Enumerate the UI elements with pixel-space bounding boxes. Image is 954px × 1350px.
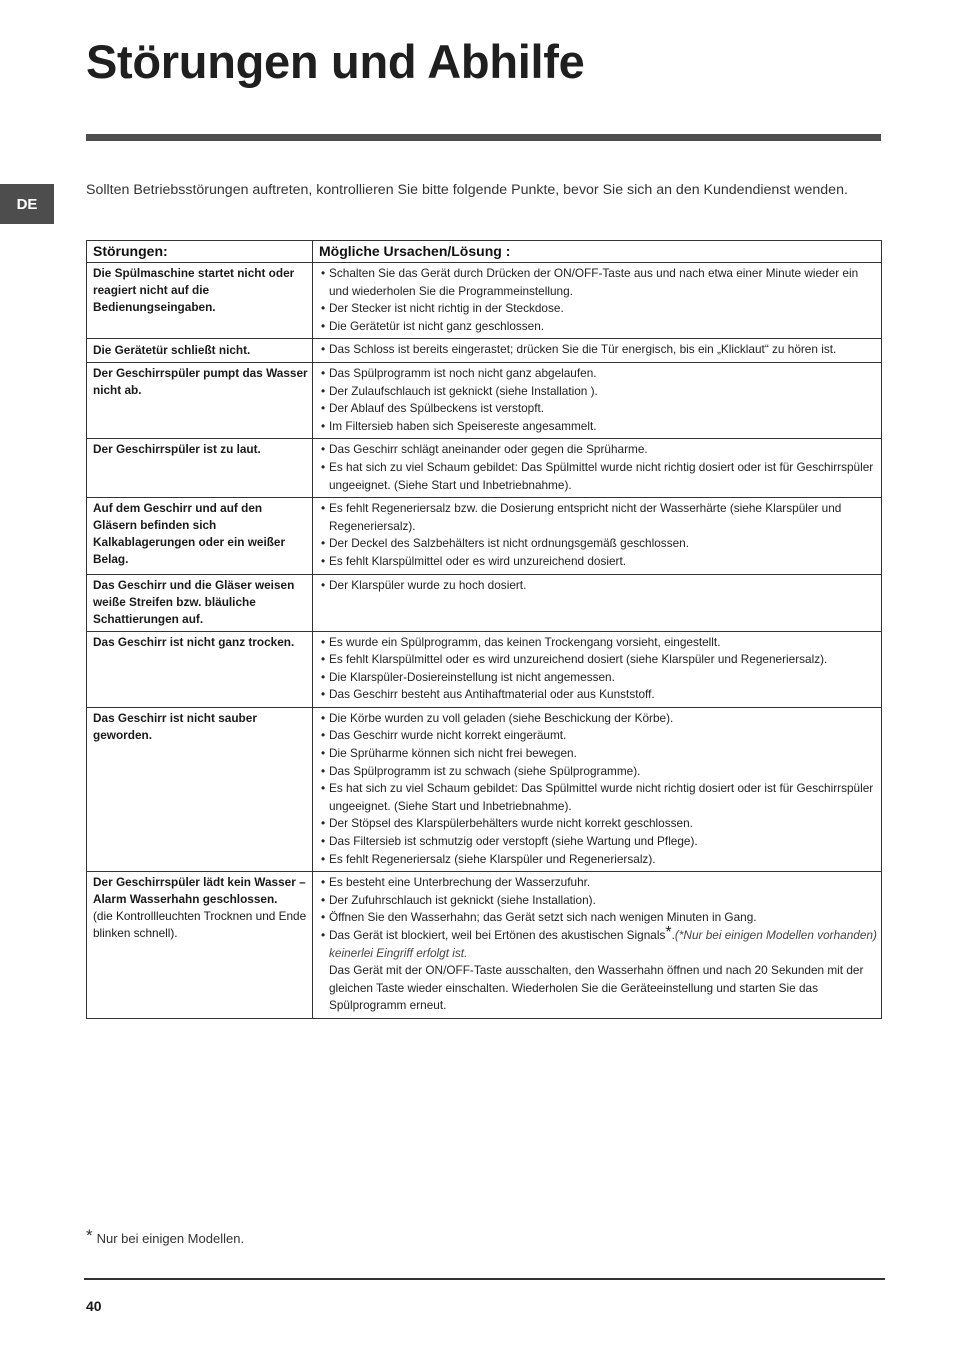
problem-cell: Auf dem Geschirr und auf den Gläsern befinden sich Kalkablagerungen oder ein weißer Belag. (87, 498, 313, 574)
cause-item: • Das Spülprogramm ist zu schwach (siehe Spülprogramme). (319, 763, 877, 781)
table-row (87, 631, 882, 707)
cause-item: • Der Stöpsel des Klarspülerbehälters wurde nicht korrekt geschlossen. (319, 815, 877, 833)
cause-item: • Es fehlt Klarspülmittel oder es wird unzureichend dosiert. (319, 553, 877, 571)
cause-item: • Das Geschirr besteht aus Antihaftmaterial oder aus Kunststoff. (319, 686, 877, 704)
footer-divider (84, 1278, 885, 1280)
cause-item: • Der Klarspüler wurde zu hoch dosiert. (319, 577, 877, 595)
problem-cell: Der Geschirrspüler ist zu laut. (87, 439, 313, 498)
table-row (87, 339, 882, 363)
table-row (87, 439, 882, 498)
cause-item: • Es wurde ein Spülprogramm, das keinen Trockengang vorsieht, eingestellt. (319, 634, 877, 652)
causes-cell (313, 439, 882, 498)
cause-item: • Der Zulaufschlauch ist geknickt (siehe Installation ). (319, 383, 877, 401)
cause-item: • Die Körbe wurden zu voll geladen (siehe Beschickung der Körbe). (319, 710, 877, 728)
cause-item: • Es fehlt Regeneriersalz (siehe Klarspüler und Regeneriersalz). (319, 851, 877, 869)
cause-item: • Es fehlt Klarspülmittel oder es wird unzureichend dosiert (siehe Klarspüler und Regeneriersalz). (319, 651, 877, 669)
causes-cell (313, 498, 882, 574)
problem-text: Der Geschirrspüler lädt kein Wasser – Alarm Wasserhahn geschlossen. (93, 875, 306, 907)
problem-cell: Der Geschirrspüler pumpt das Wasser nicht ab. (87, 362, 313, 438)
cause-item-blocked (319, 924, 877, 1015)
paren-asterisk: (* (674, 928, 684, 942)
cause-tail: keinerlei Eingriff erfolgt ist. (329, 945, 468, 960)
header-problems: Störungen: (87, 241, 313, 263)
problem-cell: Die Spülmaschine startet nicht oder reagiert nicht auf die Bedienungseingaben. (87, 263, 313, 339)
problem-cell: Das Geschirr ist nicht ganz trocken. (87, 631, 313, 707)
cause-item: • Es hat sich zu viel Schaum gebildet: Das Spülmittel wurde nicht richtig dosiert oder ist für Geschirrspüler ungeeignet. (Siehe Start und Inbetriebnahme). (319, 459, 877, 494)
causes-cell (313, 263, 882, 339)
table-row (87, 574, 882, 631)
table-row (87, 263, 882, 339)
cause-item: • Die Klarspüler-Dosiereinstellung ist nicht angemessen. (319, 669, 877, 687)
causes-cell (313, 339, 882, 363)
cause-item: • Der Deckel des Salzbehälters ist nicht ordnungsgemäß geschlossen. (319, 535, 877, 553)
table-row (87, 498, 882, 574)
table-header-row (87, 241, 882, 263)
cause-item: • Das Filtersieb ist schmutzig oder verstopft (siehe Wartung und Pflege). (319, 833, 877, 851)
footnote-text: Nur bei einigen Modellen. (96, 1231, 245, 1246)
causes-cell (313, 574, 882, 631)
problem-cell: Die Gerätetür schließt nicht. (87, 339, 313, 363)
cause-item: • Im Filtersieb haben sich Speisereste angesammelt. (319, 418, 877, 436)
problem-note: (die Kontrollleuchten Trocknen und Ende blinken schnell). (93, 909, 307, 941)
paren-close: ) (872, 928, 877, 942)
header-causes: Mögliche Ursachen/Lösung : (313, 241, 882, 263)
asterisk: * (665, 924, 672, 941)
cause-item: • Die Gerätetür ist nicht ganz geschlossen. (319, 318, 877, 336)
model-note: Nur bei einigen Modellen vorhanden (683, 928, 873, 942)
cause-item: • Schalten Sie das Gerät durch Drücken der ON/OFF-Taste aus und nach etwa einer Minute wieder ein und wiederholen Sie die Programmeinstellung. (319, 265, 877, 300)
footnote-asterisk: * (86, 1226, 93, 1245)
dot: . (671, 928, 675, 942)
table-row (87, 362, 882, 438)
language-tab: DE (0, 184, 54, 224)
cause-item: • Es fehlt Regeneriersalz bzw. die Dosierung entspricht nicht der Wasserhärte (siehe Klarspüler und Regeneriersalz). (319, 500, 877, 535)
causes-cell (313, 631, 882, 707)
troubleshooting-table (86, 240, 882, 1019)
cause-item: • Öffnen Sie den Wasserhahn; das Gerät setzt sich nach wenigen Minuten in Gang. (319, 909, 877, 927)
causes-cell (313, 362, 882, 438)
table-row (87, 872, 882, 1019)
causes-cell (313, 707, 882, 871)
cause-item: • Das Spülprogramm ist noch nicht ganz abgelaufen. (319, 365, 877, 383)
table-row (87, 707, 882, 871)
cause-item: • Das Geschirr schlägt aneinander oder gegen die Sprüharme. (319, 441, 877, 459)
cause-item: • Der Ablauf des Spülbeckens ist verstopft. (319, 400, 877, 418)
cause-item: • Das Geschirr wurde nicht korrekt eingeräumt. (319, 727, 877, 745)
footnote (86, 1226, 244, 1246)
cause-item: • Es hat sich zu viel Schaum gebildet: Das Spülmittel wurde nicht richtig dosiert oder ist für Geschirrspüler ungeeignet. (Siehe Start und Inbetriebnahme). (319, 780, 877, 815)
cause-text: Das Gerät ist blockiert, weil bei Ertönen des akustischen Signals (329, 928, 666, 942)
problem-cell: Das Geschirr und die Gläser weisen weiße Streifen bzw. bläuliche Schattierungen auf. (87, 574, 313, 631)
cause-item: • Der Zufuhrschlauch ist geknickt (siehe Installation). (319, 892, 877, 910)
cause-item: • Das Schloss ist bereits eingerastet; drücken Sie die Tür energisch, bis ein „Klicklaut“ zu hören ist. (319, 341, 877, 359)
cause-item: • Die Sprüharme können sich nicht frei bewegen. (319, 745, 877, 763)
problem-cell (87, 872, 313, 1019)
problem-cell: Das Geschirr ist nicht sauber geworden. (87, 707, 313, 871)
cause-continuation: Das Gerät mit der ON/OFF-Taste ausschalten, den Wasserhahn öffnen und nach 20 Sekunden mit der gleichen Taste wieder einschalten. Wiederholen Sie die Geräteeinstellung und starten Sie das Spülprogramm erneut. (329, 963, 864, 1013)
cause-item: • Der Stecker ist nicht richtig in der Steckdose. (319, 300, 877, 318)
causes-cell (313, 872, 882, 1019)
cause-item: • Es besteht eine Unterbrechung der Wasserzufuhr. (319, 874, 877, 892)
title-divider (86, 134, 881, 141)
page-title: Störungen und Abhilfe (86, 35, 585, 88)
page-number: 40 (86, 1298, 102, 1314)
intro-text: Sollten Betriebsstörungen auftreten, kontrollieren Sie bitte folgende Punkte, bevor Sie sich an den Kundendienst wenden. (86, 182, 848, 198)
